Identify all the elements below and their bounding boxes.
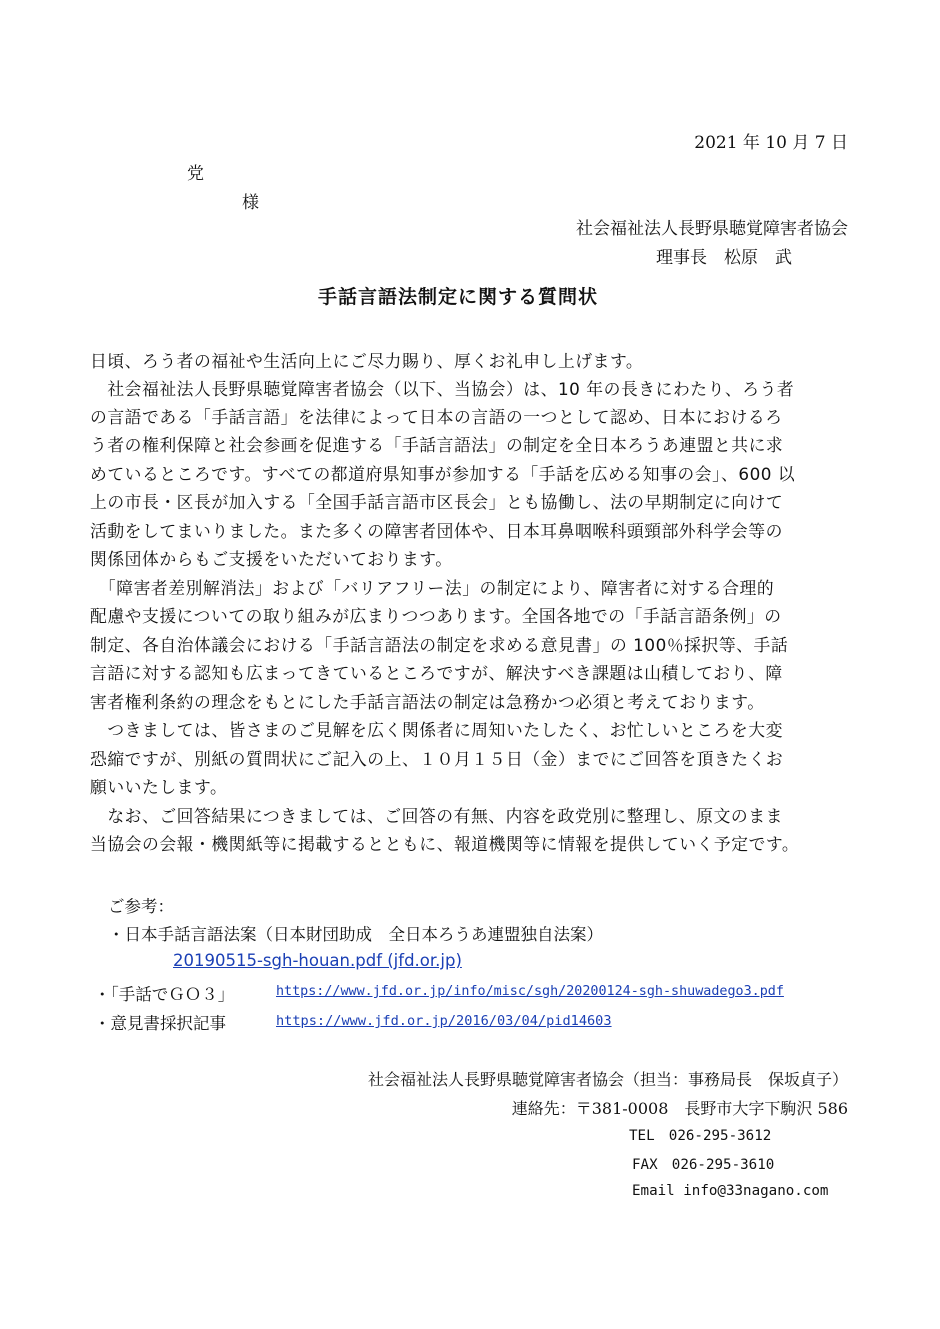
sender-organization: 社会福祉法人長野県聴覚障害者協会 [576,219,848,239]
reference-item-go3: ・「手話でＧＯ３」 [94,985,235,1004]
reference-link-opinion[interactable]: https://www.jfd.or.jp/2016/03/04/pid14603 [276,1013,612,1029]
body-line: う者の権利保障と社会参画を促進する「手話言語法」の制定を全日本ろうあ連盟と共に求 [90,435,784,455]
recipient-party: 党 [187,164,204,184]
body-line: 当協会の会報・機関紙等に掲載するとともに、報道機関等に情報を提供していく予定です。 [90,834,800,854]
body-line: 害者権利条約の理念をもとにした手話言語法の制定は急務かつ必須と考えております。 [90,692,765,712]
reference-link-law-draft[interactable]: 20190515-sgh-houan.pdf (jfd.or.jp) [173,951,462,970]
body-line: 言語に対する認知も広まってきているところですが、解決すべき課題は山積しており、障 [90,663,783,683]
body-line: 制定、各自治体議会における「手話言語法の制定を求める意見書」の 100％採択等、手話 [90,635,789,655]
body-line: 日頃、ろう者の福祉や生活向上にご尽力賜り、厚くお礼申し上げます。 [90,351,644,371]
contact-fax: FAX 026-295-3610 [632,1157,775,1173]
body-line: 関係団体からもご支援をいただいております。 [90,549,453,569]
body-line: 配慮や支援についての取り組みが広まりつつあります。全国各地での「手話言語条例」の [90,606,782,626]
sender-name: 理事長 松原 武 [656,248,792,268]
contact-tel: TEL 026-295-3612 [629,1128,772,1144]
reference-item-opinion: ・意見書採択記事 [94,1014,226,1033]
references-heading: ご参考： [108,897,174,916]
body-line: 上の市長・区長が加入する「全国手話言語市区長会」とも協働し、法の早期制定に向けて [90,492,784,512]
contact-email[interactable]: Email info@33nagano.com [632,1183,829,1199]
document-title: 手話言語法制定に関する質問状 [318,286,599,308]
letter-date: 2021 年 10 月 7 日 [694,133,848,153]
recipient-honorific: 様 [242,193,259,213]
contact-address: 連絡先：〒381-0008 長野市大字下駒沢 586 [511,1099,848,1118]
body-line: なお、ご回答結果につきましては、ご回答の有無、内容を政党別に整理し、原文のまま [90,806,783,826]
body-line: 願いいたします。 [90,777,228,797]
reference-item-law-draft: ・日本手話言語法案（日本財団助成 全日本ろうあ連盟独自法案） [108,925,603,944]
body-line: 活動をしてまいりました。また多くの障害者団体や、日本耳鼻咽喉科頭頸部外科学会等の [90,521,783,541]
body-line: の言語である「手話言語」を法律によって日本の言語の一つとして認め、日本におけるろ [90,407,783,427]
body-line: 「障害者差別解消法」および「バリアフリー法」の制定により、障害者に対する合理的 [90,578,775,598]
reference-link-go3[interactable]: https://www.jfd.or.jp/info/misc/sgh/20200124-sgh-shuwadego3.pdf [276,984,784,999]
body-line: 社会福祉法人長野県聴覚障害者協会（以下、当協会）は、10 年の長きにわたり、ろう者 [90,379,795,399]
contact-organization: 社会福祉法人長野県聴覚障害者協会（担当：事務局長 保坂貞子） [367,1070,848,1089]
body-line: 恐縮ですが、別紙の質問状にご記入の上、１０月１５日（金）までにご回答を頂きたくお [90,749,784,769]
body-line: めているところです。すべての都道府県知事が参加する「手話を広める知事の会」、600 以 [90,464,796,484]
body-line: つきましては、皆さまのご見解を広く関係者に周知いたしたく、お忙しいところを大変 [90,720,783,740]
